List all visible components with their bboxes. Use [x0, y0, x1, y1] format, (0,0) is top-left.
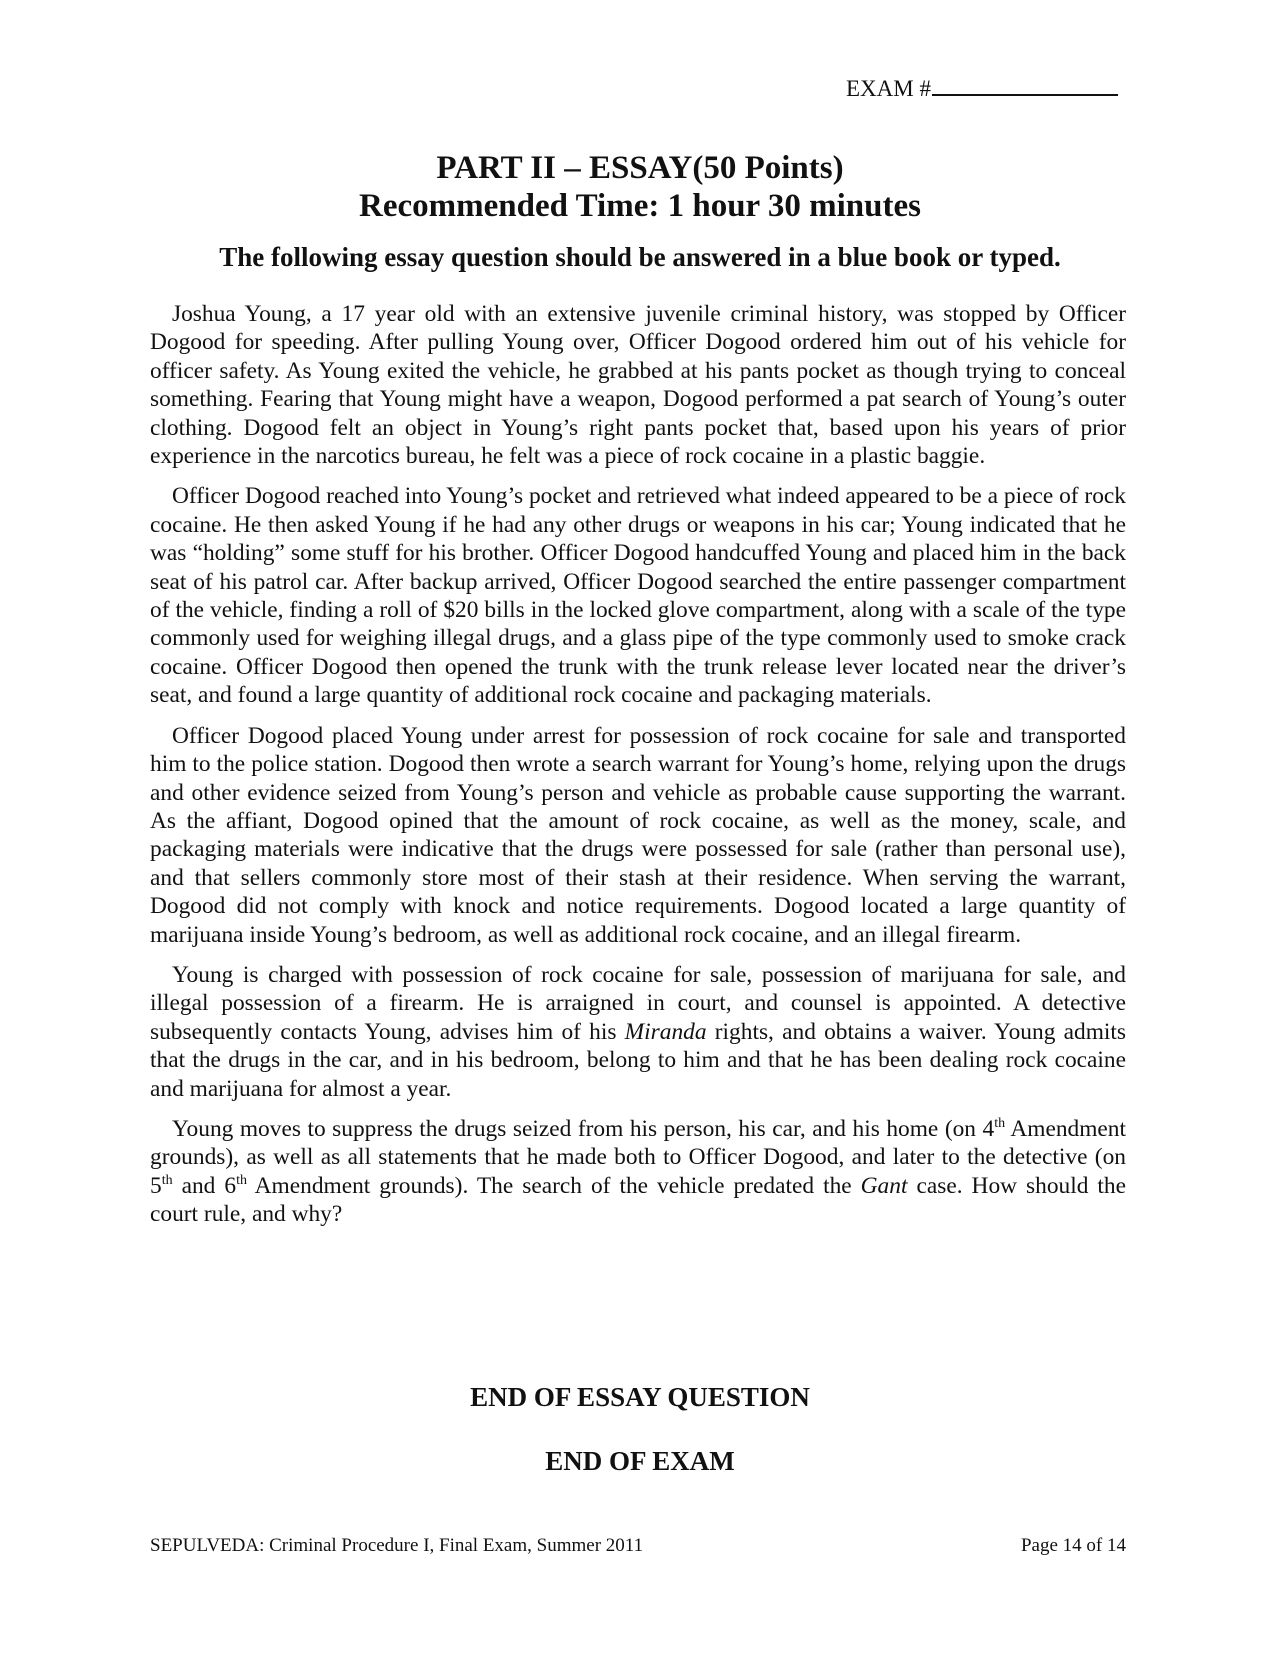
footer-page-number: Page 14 of 14 — [1020, 1535, 1126, 1556]
exam-number-label: EXAM # — [846, 76, 931, 101]
paragraph-1: Joshua Young, a 17 year old with an extensive juvenile criminal history, was stopped by Officer Dogood for speeding. After pulling Young over, Officer Dogood ordered him out of his vehicle for officer safety. As Young exited the vehicle, he grabbed at his pants pocket as though trying to conceal something. Fearing that Young might have a weapon, Dogood performed a pat search of Young’s outer clothing. Dogood felt an object in Young’s right pants pocket that, based upon his years of prior experience in the narcotics bureau, he felt was a piece of rock cocaine in a plastic baggie. — [150, 301, 1126, 470]
instruction-line: The following essay question should be answered in a blue book or typed. — [219, 242, 1061, 272]
ordinal-superscript: th — [994, 1115, 1006, 1131]
miranda-italic: Miranda — [624, 1018, 707, 1045]
paragraph-5-text-b: Amendment grounds), as well as all statements that he made both to Officer Dogood, and later to the detective (on 5 — [150, 1115, 1126, 1199]
paragraph-3: Officer Dogood placed Young under arrest for possession of rock cocaine for sale and transported him to the police station. Dogood then wrote a search warrant for Young’s home, relying upon the drugs and other evidence seized from Young’s person and vehicle as probable cause supporting the warrant. As the affiant, Dogood opined that the amount of rock cocaine, as well as the money, scale, and packaging materials were indicative that the drugs were possessed for sale (rather than personal use), and that sellers commonly store most of their stash at their residence. When serving the warrant, Dogood did not comply with knock and notice requirements. Dogood located a large quantity of marijuana inside Young’s bedroom, as well as additional rock cocaine, and an illegal firearm. — [150, 722, 1126, 948]
paragraph-2: Officer Dogood reached into Young’s pocket and retrieved what indeed appeared to be a piece of rock cocaine. He then asked Young if he had any other drugs or weapons in his car; Young indicated that he was “holding” some stuff for his brother. Officer Dogood handcuffed Young and placed him in the back seat of his patrol car. After backup arrived, Officer Dogood searched the entire passenger compartment of the vehicle, finding a roll of $20 bills in the locked glove compartment, along with a scale of the type commonly used for weighing illegal drugs, and a glass pipe of the type commonly used to smoke crack cocaine. Officer Dogood then opened the trunk with the trunk release lever located near the driver’s seat, and found a large quantity of additional rock cocaine and packaging materials. — [150, 483, 1126, 709]
paragraph-4-text-a: Young is charged with possession of rock cocaine for sale, possession of marijuana for sale, and illegal possession of a firearm. He is arraigned in court, and counsel is appointed. A detective subsequently contacts Young, advises him of his — [150, 961, 1126, 1045]
paragraph-5-text-d: Amendment grounds). The search of the vehicle predated the — [246, 1172, 861, 1199]
paragraph-5-text-e: case. How should the court rule, and why? — [150, 1172, 1126, 1228]
end-of-essay-question: END OF ESSAY QUESTION — [470, 1382, 810, 1412]
part-title: PART II – ESSAY(50 Points) — [436, 150, 844, 186]
ordinal-superscript: th — [161, 1172, 173, 1188]
paragraph-5-text-a: Young moves to suppress the drugs seized from his person, his car, and his home (on 4 — [172, 1115, 995, 1142]
paragraph-4 — [150, 961, 1126, 1103]
exam-number-blank-line — [932, 74, 1118, 96]
paragraph-5-text-c: and 6 — [172, 1172, 237, 1199]
paragraph-5 — [150, 1115, 1126, 1229]
gant-italic: Gant — [860, 1172, 908, 1199]
page-footer — [150, 1535, 1126, 1557]
recommended-time: Recommended Time: 1 hour 30 minutes — [359, 188, 921, 224]
paragraph-4-text-b: rights, and obtains a waiver. Young admits that the drugs in the car, and in his bedroom, belong to him and that he has been dealing rock cocaine and marijuana for almost a year. — [150, 1018, 1126, 1102]
footer-course-info: SEPULVEDA: Criminal Procedure I, Final Exam, Summer 2011 — [150, 1535, 644, 1556]
exam-number-field — [846, 74, 1118, 102]
end-of-exam: END OF EXAM — [545, 1446, 735, 1476]
essay-question-body — [150, 300, 1126, 1241]
ordinal-superscript: th — [236, 1172, 247, 1188]
